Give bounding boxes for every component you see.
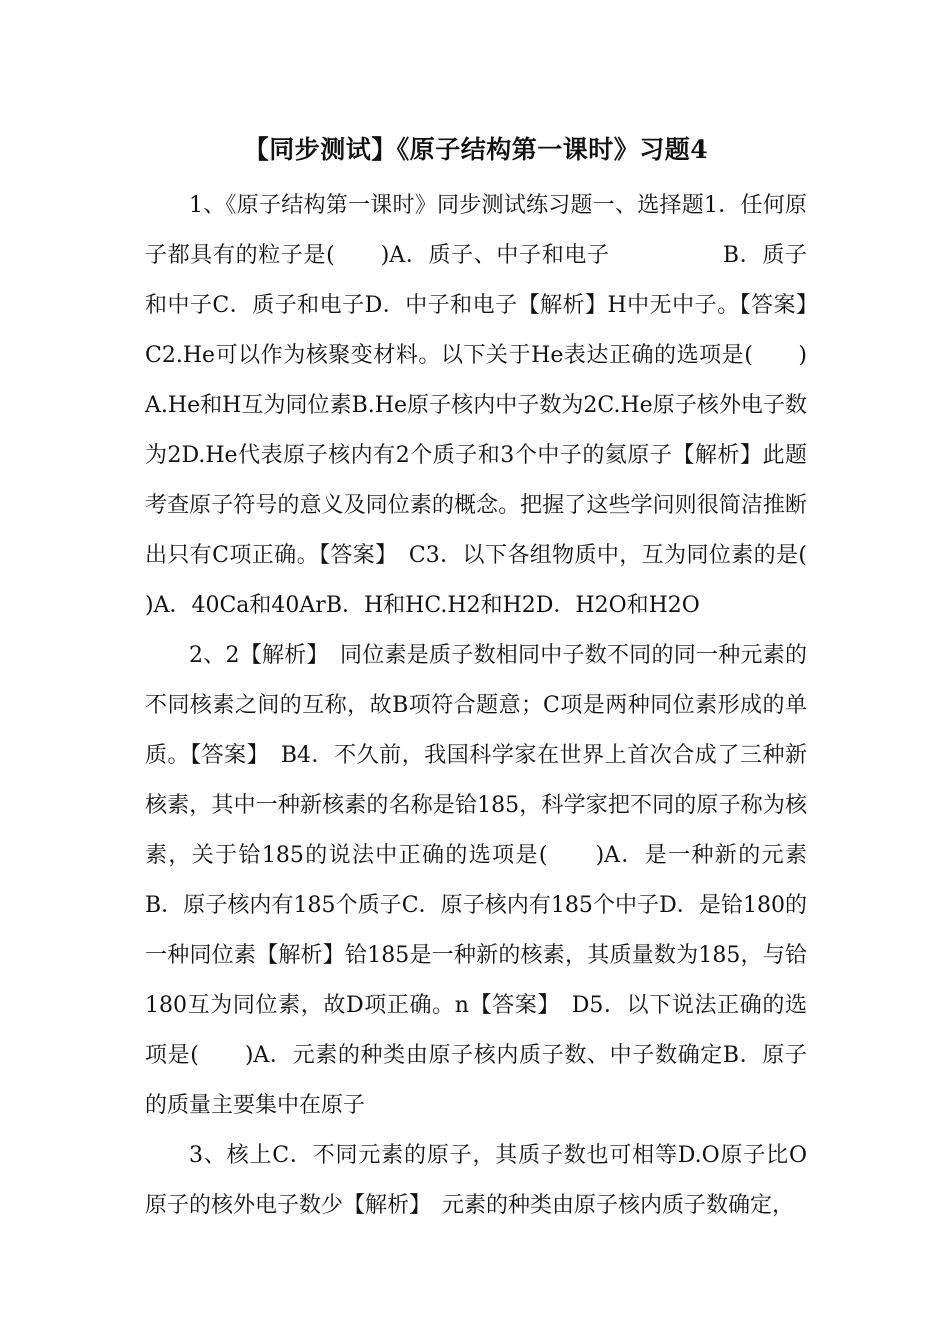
paragraph-3: 3、核上C．不同元素的原子，其质子数也可相等D.O原子比O原子的核外电子数少【解析】 元素的种类由原子核内质子数确定，: [145, 1143, 807, 1218]
document-title: 【同步测试】《原子结构第一课时》习题4: [243, 135, 709, 164]
paragraph-1: 1、《原子结构第一课时》同步测试练习题一、选择题1．任何原子都具有的粒子是( )A．质子、中子和电子 B．质子和中子C．质子和电子D．中子和电子【解析】H中无中子。【答案】 C2.He可以作为核聚变材料。以下关于He表达正确的选项是( )A.He和H互为同位素B.He原子核内中子数为2C.He原子核外电子数为2D.He代表原子核内有2个质子和3个中子的氦原子【解析】此题考查原子符号的意义及同位素的概念。把握了这些学问则很简洁推断出只有C项正确。【答案】 C3．以下各组物质中，互为同位素的是( )A．40Ca和40ArB．H和HC.H2和H2D．H2O和H2O: [145, 193, 852, 618]
document-page: [145, 128, 852, 1231]
paragraph-2: 2、2【解析】 同位素是质子数相同中子数不同的同一种元素的不同核素之间的互称，故B项符合题意；C项是两种同位素形成的单质。【答案】 B4．不久前，我国科学家在世界上首次合成了三种新核素，其中一种新核素的名称是铪185，科学家把不同的原子称为核素，关于铪185的说法中正确的选项是( )A．是一种新的元素B．原子核内有185个质子C．原子核内有185个中子D．是铪180的一种同位素【解析】铪185是一种新的核素，其质量数为185，与铪180互为同位素，故D项正确。n【答案】 D5．以下说法正确的选项是( )A．元素的种类由原子核内质子数、中子数确定B．原子的质量主要集中在原子: [145, 643, 808, 1118]
